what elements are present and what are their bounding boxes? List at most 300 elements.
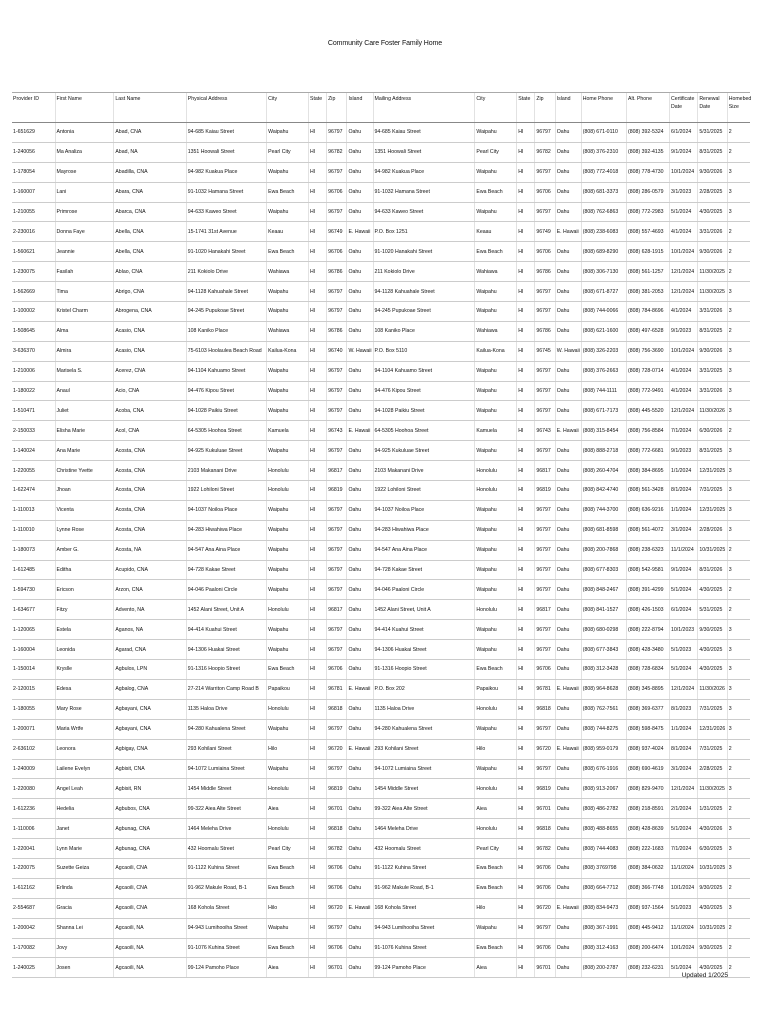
table-cell: 1454 Middle Street	[186, 779, 266, 799]
table-cell: 94-1028 Paikiu Street	[373, 401, 475, 421]
table-cell: 2	[727, 222, 750, 242]
table-cell: (808) 376-2663	[581, 361, 626, 381]
table-cell: (808) 286-0579	[627, 182, 670, 202]
table-cell: 94-633 Kaweo Street	[373, 202, 475, 222]
table-cell: Waipahu	[475, 580, 517, 600]
table-cell: Hilo	[267, 898, 309, 918]
table-cell: 5/31/2025	[698, 600, 727, 620]
table-cell: Oahu	[347, 839, 373, 859]
table-cell: HI	[517, 679, 535, 699]
table-cell: 5/1/2024	[670, 819, 698, 839]
table-cell: HI	[309, 719, 327, 739]
table-cell: Oahu	[347, 878, 373, 898]
table-cell: P.O. Box 202	[373, 679, 475, 699]
table-cell: 12/31/2025	[698, 461, 727, 481]
table-cell: 2-230016	[12, 222, 55, 242]
table-cell: Oahu	[347, 461, 373, 481]
table-cell: 8/1/2024	[670, 481, 698, 501]
table-cell: 3/1/2023	[670, 182, 698, 202]
table-cell: 211 Kokiolo Drive	[186, 262, 266, 282]
table-cell: Oahu	[347, 699, 373, 719]
table-cell: 96797	[535, 580, 555, 600]
table-cell: (808) 628-1915	[627, 242, 670, 262]
table-cell: E. Hawaii	[347, 679, 373, 699]
table-cell: 96797	[327, 202, 347, 222]
table-cell: Waipahu	[475, 282, 517, 302]
table-cell: HI	[309, 819, 327, 839]
table-cell: 11/30/2025	[698, 282, 727, 302]
table-cell: Oahu	[347, 182, 373, 202]
table-cell: 94-476 Kipou Street	[186, 381, 266, 401]
table-cell: HI	[517, 699, 535, 719]
table-cell: (808) 488-8655	[581, 819, 626, 839]
table-cell: 4/30/2025	[698, 202, 727, 222]
table-cell: (808) 762-7561	[581, 699, 626, 719]
table-cell: Ewa Beach	[475, 878, 517, 898]
table-cell: 91-962 Makule Road, B-1	[186, 878, 266, 898]
table-cell: 96797	[535, 540, 555, 560]
table-cell: HI	[309, 142, 327, 162]
table-cell: 1-100002	[12, 302, 55, 322]
table-cell: 91-1316 Hoopio Street	[373, 660, 475, 680]
table-cell: Waipahu	[475, 361, 517, 381]
table-cell: 2	[727, 580, 750, 600]
table-cell: HI	[517, 620, 535, 640]
table-cell: HI	[517, 759, 535, 779]
table-cell: Waipahu	[475, 918, 517, 938]
table-row	[12, 262, 750, 282]
table-cell: Ewa Beach	[267, 938, 309, 958]
table-cell: HI	[309, 282, 327, 302]
table-cell: 2/28/2025	[698, 182, 727, 202]
table-row	[12, 898, 750, 918]
table-cell: Ana Marie	[55, 441, 114, 461]
table-cell: 91-1020 Hanakahi Street	[186, 242, 266, 262]
table-cell: E. Hawaii	[555, 421, 581, 441]
table-cell: 96817	[327, 600, 347, 620]
table-cell: 2	[727, 540, 750, 560]
table-cell: (808) 681-3373	[581, 182, 626, 202]
table-cell: HI	[309, 421, 327, 441]
table-cell: Oahu	[555, 600, 581, 620]
table-row	[12, 123, 750, 143]
table-cell: 1135 Haloa Drive	[373, 699, 475, 719]
table-cell: (808) 200-2787	[581, 958, 626, 978]
table-cell: Waipahu	[267, 719, 309, 739]
table-cell: (808) 744-1111	[581, 381, 626, 401]
table-cell: 5/1/2023	[670, 640, 698, 660]
table-cell: Editha	[55, 560, 114, 580]
table-cell: Waipahu	[475, 381, 517, 401]
table-cell: Aiea	[475, 958, 517, 978]
table-cell: Oahu	[555, 123, 581, 143]
table-cell: 7/31/2025	[698, 739, 727, 759]
table-cell: 8/31/2025	[698, 441, 727, 461]
table-cell: Honolulu	[475, 779, 517, 799]
table-cell: 9/1/2024	[670, 142, 698, 162]
table-cell: Agbisit, RN	[114, 779, 186, 799]
table-cell: HI	[309, 341, 327, 361]
table-row	[12, 202, 750, 222]
table-cell: Oahu	[347, 719, 373, 739]
table-cell: Oahu	[555, 918, 581, 938]
table-cell: 96786	[535, 321, 555, 341]
table-cell: 2-636102	[12, 739, 55, 759]
table-cell: HI	[309, 640, 327, 660]
table-cell: HI	[309, 540, 327, 560]
table-cell: 9/30/2026	[698, 341, 727, 361]
table-cell: 10/1/2024	[670, 162, 698, 182]
table-cell: E. Hawaii	[347, 898, 373, 918]
table-cell: (808) 345-8895	[627, 679, 670, 699]
table-cell: Ewa Beach	[267, 660, 309, 680]
table-cell: 96797	[535, 381, 555, 401]
table-cell: Oahu	[347, 202, 373, 222]
table-cell: 3	[727, 202, 750, 222]
table-cell: 96797	[535, 162, 555, 182]
table-cell: 12/31/2026	[698, 719, 727, 739]
table-cell: 1-612236	[12, 799, 55, 819]
table-cell: 3	[727, 182, 750, 202]
table-cell: (808) 238-6323	[627, 540, 670, 560]
table-cell: 96797	[327, 282, 347, 302]
table-cell: 96818	[535, 699, 555, 719]
table-cell: Ewa Beach	[267, 242, 309, 262]
table-cell: 7/31/2025	[698, 699, 727, 719]
table-cell: Suzette Geiza	[55, 858, 114, 878]
table-cell: Kristel Charm	[55, 302, 114, 322]
table-cell: HI	[517, 719, 535, 739]
table-cell: Angel Leah	[55, 779, 114, 799]
table-cell: Kailua-Kona	[475, 341, 517, 361]
table-cell: HI	[309, 660, 327, 680]
table-cell: HI	[517, 799, 535, 819]
table-cell: 94-1306 Huakai Street	[373, 640, 475, 660]
column-header: Certificate Date	[670, 93, 698, 123]
table-cell: 3/1/2024	[670, 520, 698, 540]
table-cell: 211 Kokiolo Drive	[373, 262, 475, 282]
table-cell: HI	[517, 162, 535, 182]
table-cell: HI	[517, 282, 535, 302]
table-cell: 96797	[535, 441, 555, 461]
table-cell: Oahu	[555, 162, 581, 182]
table-cell: Waipahu	[267, 162, 309, 182]
table-cell: Acosta, CNA	[114, 461, 186, 481]
table-cell: (808) 367-1991	[581, 918, 626, 938]
table-cell: Oahu	[555, 719, 581, 739]
table-row	[12, 520, 750, 540]
table-cell: HI	[309, 481, 327, 501]
table-cell: 91-962 Makule Road, B-1	[373, 878, 475, 898]
table-cell: Oahu	[555, 779, 581, 799]
table-cell: 11/30/2025	[698, 779, 727, 799]
table-cell: 3/1/2024	[670, 759, 698, 779]
table-cell: Acosta, CNA	[114, 520, 186, 540]
table-cell: 96781	[535, 679, 555, 699]
table-cell: Waipahu	[267, 381, 309, 401]
table-cell: 94-547 Ana Aina Place	[373, 540, 475, 560]
table-cell: Agbayani, CNA	[114, 719, 186, 739]
table-cell: 75-6103 Hoolaulea Beach Road	[186, 341, 266, 361]
table-cell: Abrigo, CNA	[114, 282, 186, 302]
table-cell: 96797	[327, 520, 347, 540]
table-cell: HI	[309, 779, 327, 799]
table-cell: Oahu	[347, 162, 373, 182]
table-cell: E. Hawaii	[555, 898, 581, 918]
table-cell: 293 Kohilani Street	[373, 739, 475, 759]
table-cell: Oahu	[555, 520, 581, 540]
table-cell: HI	[309, 938, 327, 958]
table-cell: 2/1/2024	[670, 799, 698, 819]
table-cell: (808) 445-5520	[627, 401, 670, 421]
table-cell: 91-1020 Hanakahi Street	[373, 242, 475, 262]
table-cell: Oahu	[347, 520, 373, 540]
table-cell: 96818	[327, 699, 347, 719]
table-cell: (808) 913-2067	[581, 779, 626, 799]
table-cell: Waipahu	[475, 302, 517, 322]
table-cell: 5/1/2023	[670, 898, 698, 918]
table-cell: Keaau	[267, 222, 309, 242]
table-cell: (808) 312-3428	[581, 660, 626, 680]
table-row	[12, 560, 750, 580]
table-cell: Oahu	[555, 381, 581, 401]
table-cell: 91-1032 Hamana Street	[373, 182, 475, 202]
table-cell: Alma	[55, 321, 114, 341]
table-cell: Oahu	[347, 938, 373, 958]
table-row	[12, 958, 750, 978]
table-cell: 3	[727, 162, 750, 182]
table-cell: HI	[517, 858, 535, 878]
table-cell: 1-240056	[12, 142, 55, 162]
table-cell: Oahu	[347, 918, 373, 938]
table-cell: 1351 Hoowali Street	[373, 142, 475, 162]
table-cell: Oahu	[347, 142, 373, 162]
table-cell: 1-240009	[12, 759, 55, 779]
table-cell: 94-280 Kahualena Street	[186, 719, 266, 739]
column-header: State	[517, 93, 535, 123]
table-cell: 1-594730	[12, 580, 55, 600]
table-cell: (808) 3769798	[581, 858, 626, 878]
table-cell: Oahu	[555, 401, 581, 421]
table-cell: 91-1122 Kuhina Street	[373, 858, 475, 878]
table-cell: 94-283 Hiwahiwa Place	[373, 520, 475, 540]
table-cell: 96745	[535, 341, 555, 361]
table-cell: (808) 964-8628	[581, 679, 626, 699]
table-cell: 1-120065	[12, 620, 55, 640]
table-cell: (808) 561-3428	[627, 481, 670, 501]
table-cell: 12/1/2024	[670, 262, 698, 282]
table-row	[12, 441, 750, 461]
table-cell: 94-283 Hiwahiwa Place	[186, 520, 266, 540]
table-cell: Acio, CNA	[114, 381, 186, 401]
table-cell: Shanna Lei	[55, 918, 114, 938]
table-cell: 1-220080	[12, 779, 55, 799]
table-cell: 94-943 Lumihooiha Street	[373, 918, 475, 938]
table-cell: (808) 772-6681	[627, 441, 670, 461]
table-cell: Oahu	[347, 759, 373, 779]
table-cell: E. Hawaii	[347, 222, 373, 242]
table-cell: P.O. Box 5110	[373, 341, 475, 361]
table-cell: 3	[727, 520, 750, 540]
table-cell: 3	[727, 302, 750, 322]
table-cell: Waipahu	[475, 123, 517, 143]
table-cell: 96701	[535, 958, 555, 978]
table-cell: Agcaoili, NA	[114, 918, 186, 938]
table-cell: 10/1/2023	[670, 620, 698, 640]
table-cell: Honolulu	[267, 461, 309, 481]
table-cell: Waipahu	[267, 540, 309, 560]
table-cell: 1-651629	[12, 123, 55, 143]
table-cell: 2	[727, 878, 750, 898]
table-cell: 94-1104 Kahuamo Street	[373, 361, 475, 381]
table-cell: Oahu	[347, 580, 373, 600]
table-cell: HI	[309, 441, 327, 461]
table-row	[12, 620, 750, 640]
table-cell: (808) 841-1527	[581, 600, 626, 620]
table-cell: Oahu	[347, 799, 373, 819]
table-cell: Oahu	[555, 878, 581, 898]
table-cell: 94-982 Kuakua Place	[373, 162, 475, 182]
table-cell: Juliet	[55, 401, 114, 421]
table-cell: (808) 744-4083	[581, 839, 626, 859]
table-cell: 8/31/2026	[698, 560, 727, 580]
table-cell: 96706	[535, 660, 555, 680]
table-row	[12, 142, 750, 162]
table-cell: (808) 315-8454	[581, 421, 626, 441]
table-cell: HI	[309, 321, 327, 341]
table-cell: Oahu	[347, 401, 373, 421]
table-cell: 94-1037 Noiloa Place	[373, 500, 475, 520]
table-cell: 3/31/2026	[698, 381, 727, 401]
table-cell: HI	[309, 858, 327, 878]
table-cell: 96786	[327, 262, 347, 282]
table-cell: 6/30/2026	[698, 421, 727, 441]
table-cell: 3	[727, 282, 750, 302]
table-cell: Waipahu	[267, 401, 309, 421]
table-cell: 96786	[535, 262, 555, 282]
table-cell: 1-634677	[12, 600, 55, 620]
table-cell: 1-210006	[12, 361, 55, 381]
table-cell: 1-178054	[12, 162, 55, 182]
table-cell: 96782	[535, 839, 555, 859]
table-cell: 10/31/2025	[698, 918, 727, 938]
column-header: Last Name	[114, 93, 186, 123]
table-cell: 1-140024	[12, 441, 55, 461]
table-cell: (808) 671-0110	[581, 123, 626, 143]
table-cell: Oahu	[347, 540, 373, 560]
table-cell: Oahu	[347, 361, 373, 381]
table-cell: Oahu	[555, 441, 581, 461]
table-cell: HI	[309, 302, 327, 322]
table-cell: Waipahu	[475, 560, 517, 580]
table-cell: 96797	[327, 162, 347, 182]
table-cell: HI	[517, 361, 535, 381]
table-cell: 2-150033	[12, 421, 55, 441]
table-cell: 2-554687	[12, 898, 55, 918]
table-cell: 99-322 Aiea Alte Street	[373, 799, 475, 819]
table-cell: Oahu	[347, 302, 373, 322]
table-cell: 3	[727, 660, 750, 680]
table-cell: Waipahu	[475, 620, 517, 640]
table-cell: 96797	[535, 640, 555, 660]
table-cell: Abad, CNA	[114, 123, 186, 143]
table-cell: Oahu	[347, 441, 373, 461]
table-cell: 3	[727, 361, 750, 381]
table-cell: HI	[309, 679, 327, 699]
table-cell: Christine Yvette	[55, 461, 114, 481]
table-cell: Abella, CNA	[114, 242, 186, 262]
table-cell: (808) 756-3690	[627, 341, 670, 361]
table-cell: (808) 306-7130	[581, 262, 626, 282]
table-cell: Advento, NA	[114, 600, 186, 620]
table-cell: 1-170082	[12, 938, 55, 958]
table-cell: Oahu	[555, 242, 581, 262]
table-cell: 96782	[327, 839, 347, 859]
table-row	[12, 839, 750, 859]
table-cell: HI	[517, 341, 535, 361]
table-cell: 1-510471	[12, 401, 55, 421]
table-cell: 94-1072 Lumiaina Street	[186, 759, 266, 779]
table-cell: 96720	[327, 739, 347, 759]
table-cell: Ewa Beach	[475, 242, 517, 262]
updated-note: Updated 1/2025	[681, 972, 728, 979]
table-cell: 3	[727, 620, 750, 640]
table-cell: Pearl City	[267, 142, 309, 162]
table-row	[12, 878, 750, 898]
table-cell: (808) 677-3843	[581, 640, 626, 660]
table-cell: (808) 728-6834	[627, 660, 670, 680]
table-cell: 96797	[535, 123, 555, 143]
column-header: City	[267, 93, 309, 123]
table-cell: HI	[309, 600, 327, 620]
table-row	[12, 361, 750, 381]
table-cell: Waipahu	[267, 123, 309, 143]
table-cell: 94-414 Kuahui Street	[186, 620, 266, 640]
table-row	[12, 719, 750, 739]
table-cell: Agbisit, CNA	[114, 759, 186, 779]
table-cell: (808) 200-7868	[581, 540, 626, 560]
table-cell: 4/30/2026	[698, 819, 727, 839]
table-cell: (808) 486-2782	[581, 799, 626, 819]
table-cell: HI	[517, 739, 535, 759]
table-cell: (808) 772-4018	[581, 162, 626, 182]
table-cell: 3	[727, 898, 750, 918]
table-cell: 3-636370	[12, 341, 55, 361]
table-cell: HI	[517, 660, 535, 680]
table-row	[12, 421, 750, 441]
table-cell: Oahu	[555, 819, 581, 839]
table-cell: HI	[517, 481, 535, 501]
table-cell: (808) 744-3700	[581, 500, 626, 520]
table-cell: Abarca, CNA	[114, 202, 186, 222]
table-cell: Erlinda	[55, 878, 114, 898]
column-header: State	[309, 93, 327, 123]
table-cell: (808) 676-1916	[581, 759, 626, 779]
table-cell: HI	[309, 898, 327, 918]
column-header: Zip	[535, 93, 555, 123]
table-cell: 3	[727, 341, 750, 361]
table-cell: (808) 834-9473	[581, 898, 626, 918]
table-cell: 4/1/2024	[670, 302, 698, 322]
table-cell: Abara, CNA	[114, 182, 186, 202]
table-body	[12, 123, 750, 978]
table-cell: 3	[727, 381, 750, 401]
table-cell: 96797	[535, 918, 555, 938]
table-cell: Papaikou	[267, 679, 309, 699]
table-cell: 94-046 Paaloni Circle	[186, 580, 266, 600]
table-cell: Aganos, NA	[114, 620, 186, 640]
table-cell: Oahu	[555, 500, 581, 520]
